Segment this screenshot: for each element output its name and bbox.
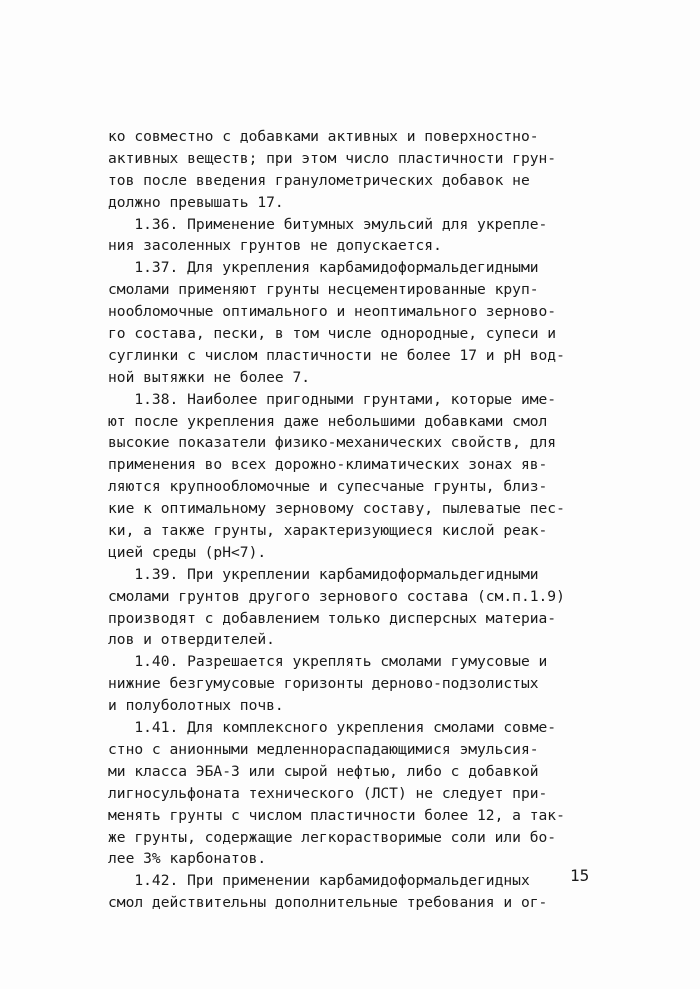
text-line: и полуболотных почв. [108,697,284,715]
text-line: лее 3% карбонатов. [108,850,267,868]
text-line: 1.37. Для укрепления карбамидоформальдегидными [108,259,539,277]
text-line: цией среды (pH<7). [108,543,267,561]
text-line: кие к оптимальному зерновому составу, пылеватые пес- [108,500,565,518]
text-line: суглинки с числом пластичности не более 17 и pH вод- [108,346,565,364]
text-line: 1.38. Наиболее пригодными грунтами, которые име- [108,390,557,408]
text-line: стно с анионными медленнораспадающимися эмульсия- [108,740,539,758]
text-line: менять грунты с числом пластичности более 12, а так- [108,806,565,824]
text-line: тов после введения гранулометрических добавок не [108,171,530,189]
text-line: смолами грунтов другого зернового состава (см.п.1.9) [108,587,565,605]
text-line: смолами применяют грунты несцементированные круп- [108,281,539,299]
text-line: 1.40. Разрешается укреплять смолами гумусовые и [108,653,548,671]
text-line: 1.39. При укреплении карбамидоформальдегидными [108,565,539,583]
text-line: ют после укрепления даже небольшими добавками смол [108,412,548,430]
text-line: лов и отвердителей. [108,631,275,649]
body-text [108,126,588,914]
text-line: применения во всех дорожно-климатических зонах яв- [108,456,548,474]
text-line: ки, а также грунты, характеризующиеся кислой реак- [108,522,548,540]
text-line: нижние безгумусовые горизонты дерново-подзолистых [108,675,539,693]
text-line: ми класса ЭБА-3 или сырой нефтью, либо с добавкой [108,762,539,780]
text-line: же грунты, содержащие легкорастворимые соли или бо- [108,828,557,846]
text-line: активных веществ; при этом число пластичности грун- [108,149,557,167]
text-line: производят с добавлением только дисперсных материа- [108,609,557,627]
text-line: го состава, пески, в том числе однородные, супеси и [108,325,557,343]
text-line: 1.42. При применении карбамидоформальдегидных [108,872,530,890]
text-line: 1.41. Для комплексного укрепления смолами совме- [108,719,557,737]
text-line: должно превышать 17. [108,193,284,211]
text-line: ляются крупнообломочные и супесчаные грунты, близ- [108,478,548,496]
text-line: нообломочные оптимального и неоптимального зерново- [108,303,557,321]
text-line: ко совместно с добавками активных и поверхностно- [108,128,539,145]
page-number: 15 [570,866,590,885]
text-line: высокие показатели физико-механических свойств, для [108,434,557,452]
text-line: 1.36. Применение битумных эмульсий для укрепле- [108,215,548,233]
text-line: лигносульфоната технического (ЛСТ) не следует при- [108,784,548,802]
text-line: смол действительны дополнительные требования и ог- [108,894,548,912]
text-line: ния засоленных грунтов не допускается. [108,237,442,255]
text-line: ной вытяжки не более 7. [108,368,311,386]
